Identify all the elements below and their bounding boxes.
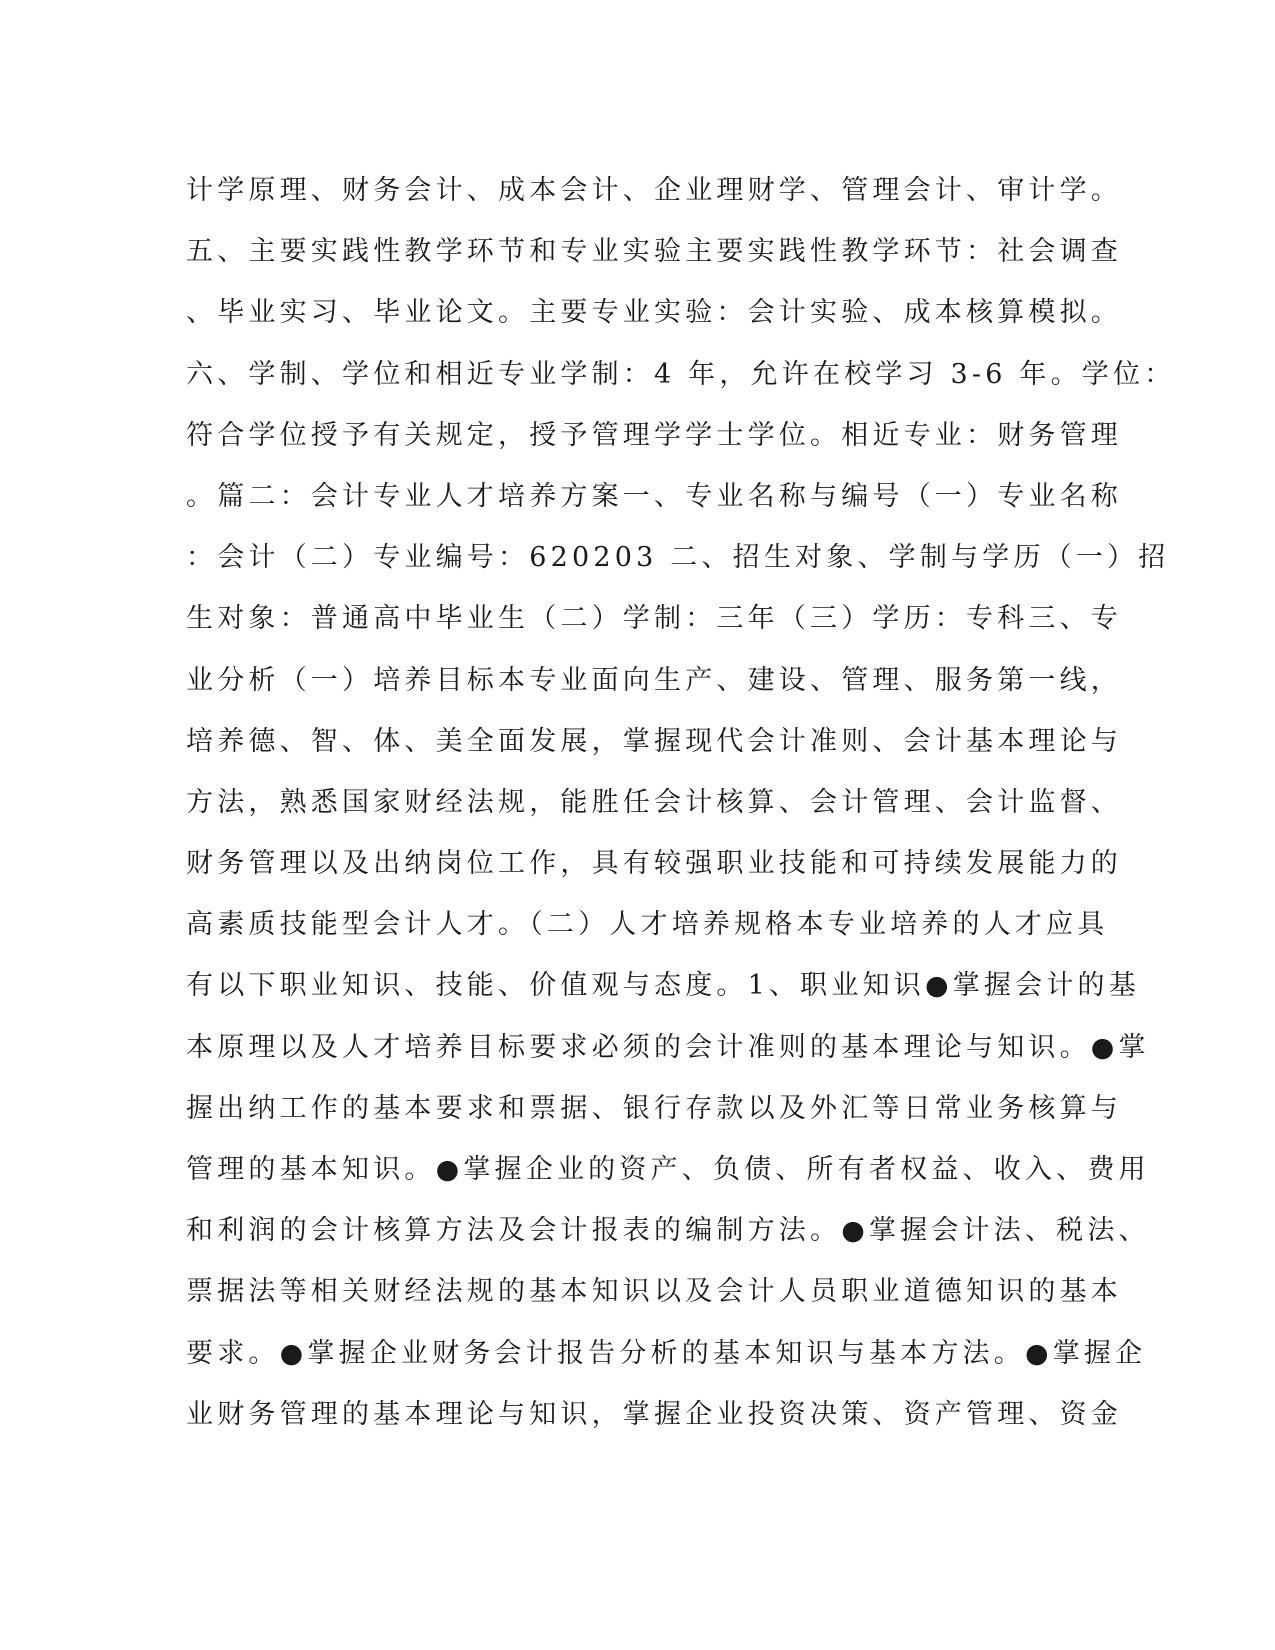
text-line: 业分析（一）培养目标本专业面向生产、建设、管理、服务第一线， [186,664,1122,696]
body-text [186,160,1176,1445]
text-line: 管理的基本知识。●掌握企业的资产、负债、所有者权益、收入、费用 [186,1154,1150,1185]
text-line: 符合学位授予有关规定，授予管理学学士学位。相近专业：财务管理 [186,419,1122,451]
text-line: 和利润的会计核算方法及会计报表的编制方法。●掌握会计法、税法、 [186,1215,1150,1247]
text-line: 本原理以及人才培养目标要求必须的会计准则的基本理论与知识。●掌 [186,1031,1150,1063]
text-line: 计学原理、财务会计、成本会计、企业理财学、管理会计、审计学。 [186,175,1122,206]
text-line: 培养德、智、体、美全面发展，掌握现代会计准则、会计基本理论与 [186,725,1122,757]
text-line: 握出纳工作的基本要求和票据、银行存款以及外汇等日常业务核算与 [186,1092,1122,1124]
text-line: 要求。●掌握企业财务会计报告分析的基本知识与基本方法。●掌握企 [186,1337,1147,1369]
text-line: ：会计（二）专业编号：620203 二、招生对象、学制与学历（一）招 [186,542,1170,574]
text-line: 高素质技能型会计人才。（二）人才培养规格本专业培养的人才应具 [186,909,1109,941]
text-line: 生对象：普通高中毕业生（二）学制：三年（三）学历：专科三、专 [186,603,1122,635]
text-line: 六、学制、学位和相近专业学制：4 年，允许在校学习 3-6 年。学位： [186,358,1176,390]
text-line: 、毕业实习、毕业论文。主要专业实验：会计实验、成本核算模拟。 [186,297,1122,329]
text-line: 财务管理以及出纳岗位工作，具有较强职业技能和可持续发展能力的 [186,848,1122,880]
text-line: 五、主要实践性教学环节和专业实验主要实践性教学环节：社会调查 [186,236,1122,268]
text-line: 。篇二：会计专业人才培养方案一、专业名称与编号（一）专业名称 [186,480,1122,512]
text-line: 业财务管理的基本理论与知识，掌握企业投资决策、资产管理、资金 [186,1398,1122,1430]
text-line: 有以下职业知识、技能、价值观与态度。1、职业知识●掌握会计的基 [186,970,1140,1002]
text-line: 方法，熟悉国家财经法规，能胜任会计核算、会计管理、会计监督、 [186,786,1122,818]
text-line: 票据法等相关财经法规的基本知识以及会计人员职业道德知识的基本 [186,1276,1122,1308]
